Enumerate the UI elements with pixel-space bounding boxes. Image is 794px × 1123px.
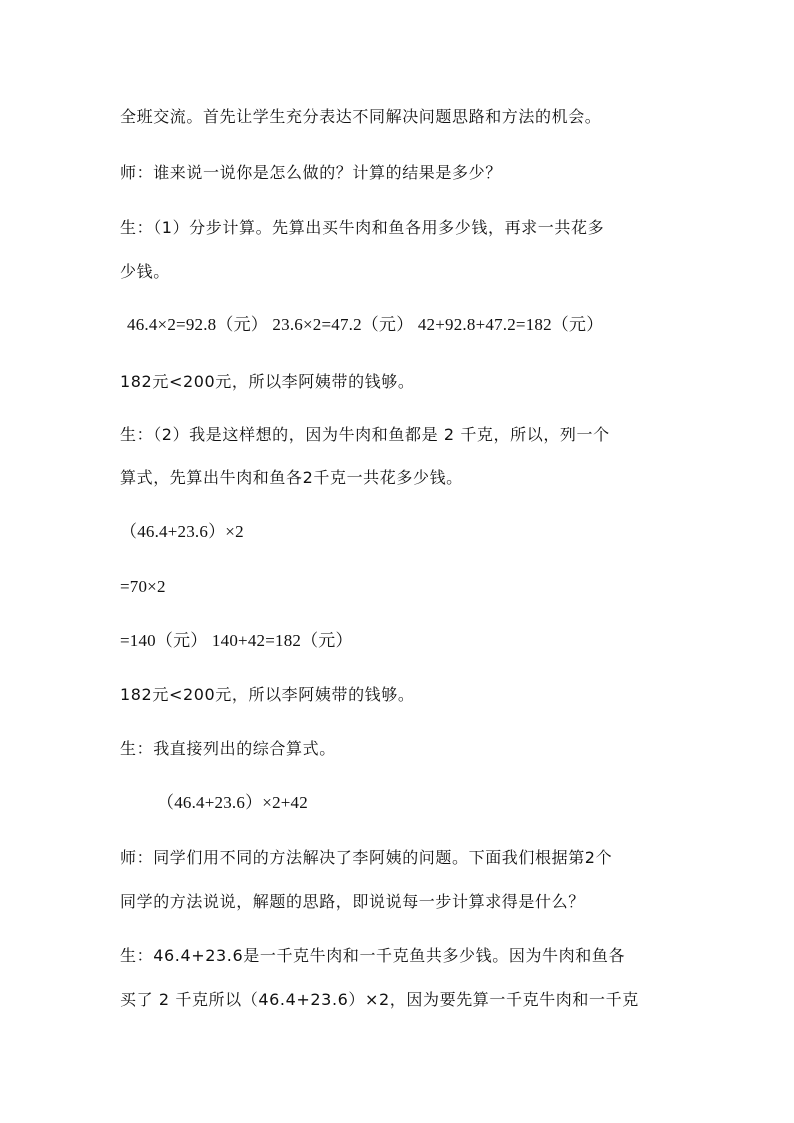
comparison-result-one: 182元<200元，所以李阿姨带的钱够。 [120, 372, 415, 391]
equation-grouped-expression: （46.4+23.6）×2 [120, 522, 244, 541]
paragraph-teacher-summary-continued: 同学的方法说说，解题的思路，即说说每一步计算求得是什么？ [120, 892, 585, 911]
paragraph-whole-class-exchange: 全班交流。首先让学生充分表达不同解决问题思路和方法的机会。 [120, 107, 602, 126]
paragraph-student-one: 生：（1）分步计算。先算出买牛肉和鱼各用多少钱，再求一共花多 [120, 218, 605, 237]
equation-intermediate-result: =70×2 [120, 577, 166, 596]
paragraph-teacher-summary: 师：同学们用不同的方法解决了李阿姨的问题。下面我们根据第2个 [120, 848, 613, 867]
paragraph-student-three: 生：我直接列出的综合算式。 [120, 739, 336, 758]
equation-final-result: =140（元） 140+42=182（元） [120, 631, 353, 650]
paragraph-student-two: 生：（2）我是这样想的，因为牛肉和鱼都是 2 千克，所以，列一个 [120, 425, 610, 444]
paragraph-teacher-question: 师：谁来说一说你是怎么做的？计算的结果是多少？ [120, 163, 502, 182]
equation-step-calculation: 46.4×2=92.8（元） 23.6×2=47.2（元） 42+92.8+47.2=182（元） [127, 315, 604, 334]
paragraph-student-two-continued: 算式，先算出牛肉和鱼各2千克一共花多少钱。 [120, 468, 463, 487]
comparison-result-two: 182元<200元，所以李阿姨带的钱够。 [120, 685, 415, 704]
paragraph-student-explanation-continued: 买了 2 千克所以（46.4+23.6）×2，因为要先算一千克牛肉和一千克 [120, 990, 639, 1009]
paragraph-student-explanation: 生：46.4+23.6是一千克牛肉和一千克鱼共多少钱。因为牛肉和鱼各 [120, 946, 626, 965]
paragraph-student-one-continued: 少钱。 [120, 262, 170, 281]
equation-combined-expression: （46.4+23.6）×2+42 [157, 793, 308, 812]
